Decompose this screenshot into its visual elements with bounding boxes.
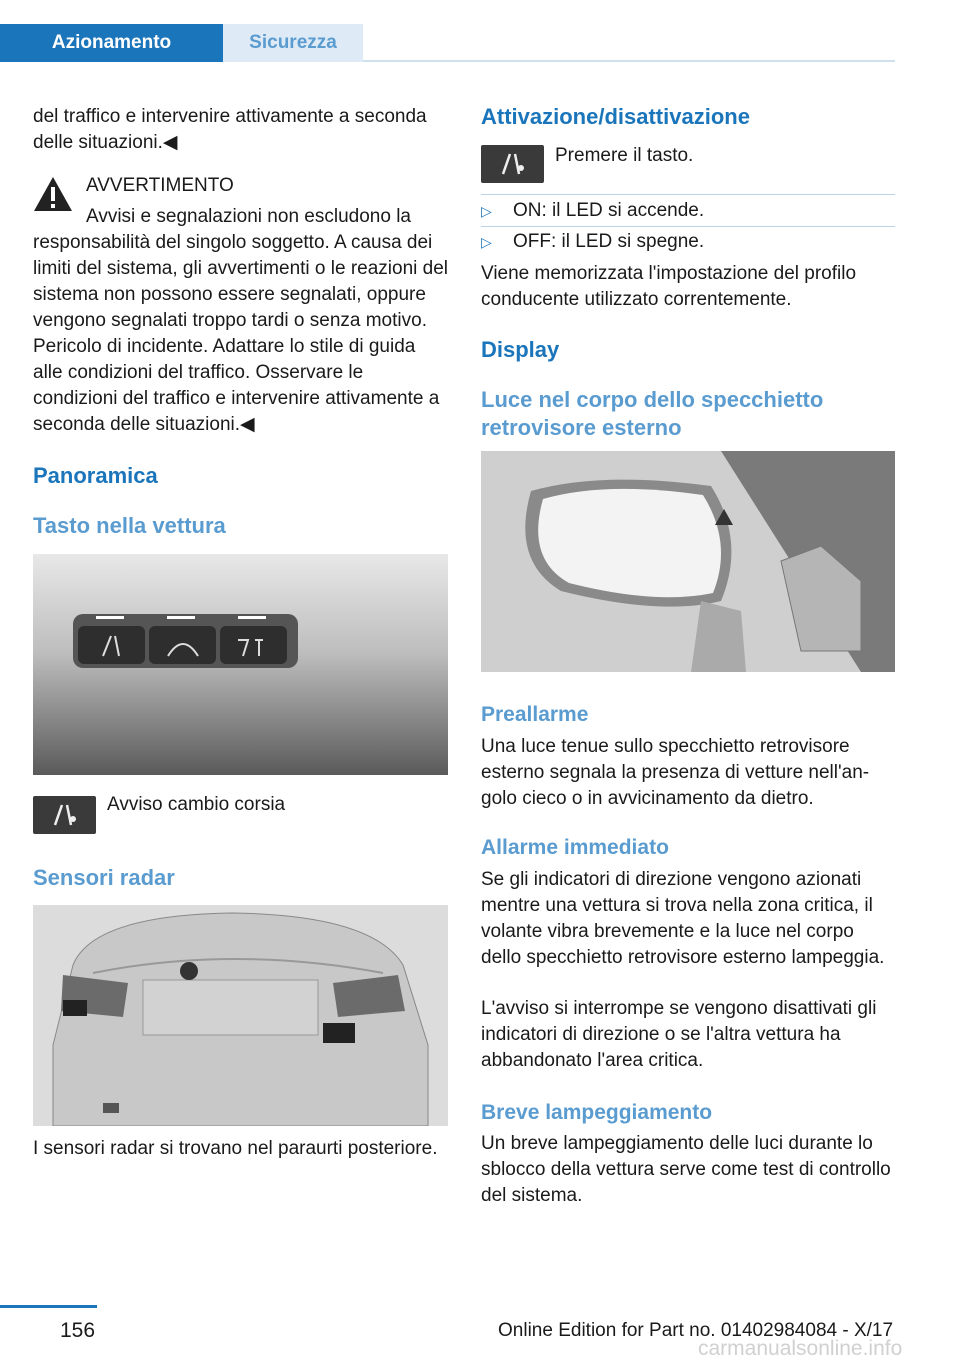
interrupt-text: L'avviso si interrompe se vengono disattivati gli indicatori di direzione o se l'altra vettura ha abbandonato l'area critica. — [481, 998, 877, 1071]
warning-title: AVVERTIMENTO — [86, 175, 234, 196]
warning-text: responsabilità del singolo soggetto. A causa dei limiti del sistema, gli avvertimenti o le reazioni del sistema non possono essere segnalati, oppure vengono segnalati troppo tardi o senza motivo. Pericolo di incidente. Adattare lo stile di guida alle condizioni del traffico. Osservare le condizioni del traffico e intervenire attivamente a seconda delle situazioni.◀ — [33, 232, 448, 435]
heading-panoramica: Panoramica — [33, 463, 158, 488]
preallarme-text: Una luce tenue sullo specchietto retrovisore esterno segnala la presenza di vetture nell'angolo cieco o in avvicinamento da dietro. — [481, 736, 870, 809]
tab-sicurezza[interactable]: Sicurezza — [223, 24, 363, 62]
heading-attivazione: Attivazione/disattivazione — [481, 104, 750, 129]
press-text: Premere il tasto. — [555, 145, 694, 166]
memorize-text: Viene memorizzata l'impostazione del profilo conducente utilizzato correntemente. — [481, 263, 857, 310]
list-item: ▷ OFF: il LED si spegne. — [481, 229, 895, 255]
allarme-text: Se gli indicatori di direzione vengono azionati mentre una vettura si trova nella zona critica, il volante vibra brevemente e la luce nel corpo dello specchietto retrovisore esterno lampeggia. — [481, 869, 885, 968]
watermark: carmanualsonline.info — [698, 1337, 903, 1360]
car-rear-image — [33, 905, 448, 1126]
bullet-triangle-icon: ▷ — [481, 234, 492, 250]
warning-first-line: Avvisi e segnalazioni non escludono la — [86, 206, 411, 227]
heading-breve: Breve lampeggiamento — [481, 1101, 713, 1124]
separator — [481, 226, 895, 227]
list-item: ▷ ON: il LED si accende. — [481, 198, 895, 224]
heading-sensori: Sensori radar — [33, 865, 175, 890]
lane-change-button-icon-2 — [481, 145, 544, 183]
bullet-triangle-icon: ▷ — [481, 203, 492, 219]
sensori-text: I sensori radar si trovano nel paraurti posteriore. — [33, 1138, 438, 1159]
lane-change-button-icon — [33, 796, 96, 834]
page-number: 156 — [60, 1319, 96, 1342]
heading-luce: Luce nel corpo dello specchietto retrovisore esterno — [481, 387, 824, 440]
breve-text: Un breve lampeggiamento delle luci durante lo sblocco della vettura serve come test di controllo del sistema. — [481, 1133, 891, 1206]
page-number-rule — [0, 1305, 97, 1308]
heading-tasto: Tasto nella vettura — [33, 513, 226, 538]
intro-text: del traffico e intervenire attivamente a seconda delle situazioni.◀ — [33, 106, 427, 153]
heading-preallarme: Preallarme — [481, 703, 589, 726]
heading-allarme: Allarme immediato — [481, 836, 669, 859]
heading-display: Display — [481, 337, 560, 362]
warning-icon — [33, 176, 73, 212]
mirror-image — [481, 451, 895, 672]
separator — [481, 194, 895, 195]
icon-caption: Avviso cambio corsia — [107, 794, 286, 815]
header-rule — [363, 60, 895, 62]
interior-buttons-image — [33, 554, 448, 775]
tab-azionamento[interactable]: Azionamento — [0, 24, 223, 62]
edition-text: Online Edition for Part no. 01402984084 - X/17 — [498, 1320, 894, 1341]
